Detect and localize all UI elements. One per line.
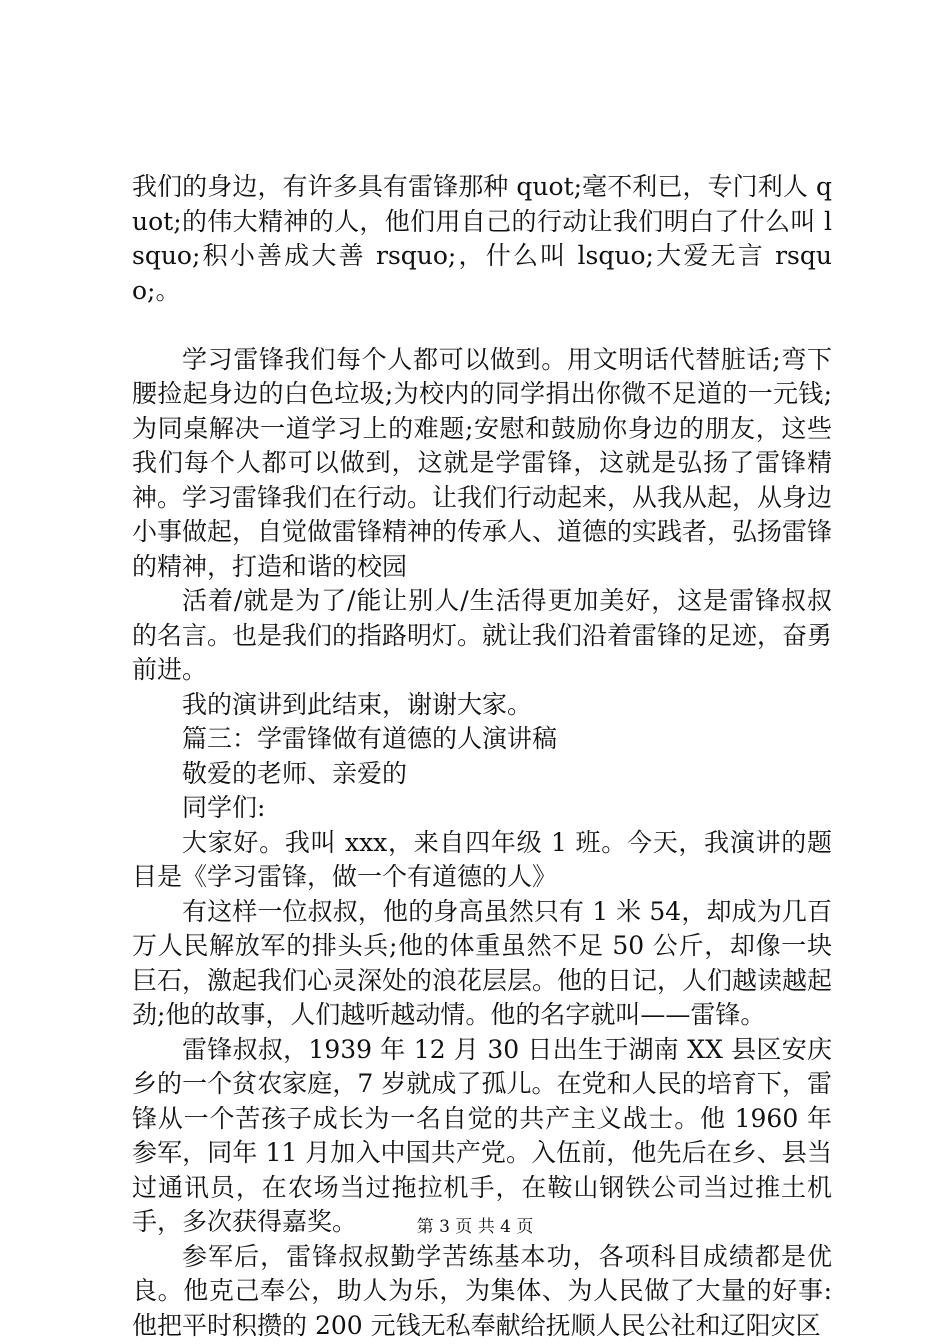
- paragraph-3: 活着/就是为了/能让别人/生活得更加美好，这是雷锋叔叔的名言。也是我们的指路明灯。就让我们沿着雷锋的足迹，奋勇前进。: [132, 586, 833, 684]
- paragraph-gap: [132, 308, 832, 343]
- paragraph-11: 参军后，雷锋叔叔勤学苦练基本功，各项科目成绩都是优良。他克己奉公，助人为乐，为集体、为人民做了大量的好事:他把平时积攒的 200 元钱无私奉献给抚顺人民公社和辽阳灾区: [132, 1241, 832, 1340]
- paragraph-2: 学习雷锋我们每个人都可以做到。用文明话代替脏话;弯下腰捡起身边的白色垃圾;为校内的同学捐出你微不足道的一元钱;为同桌解决一道学习上的难题;安慰和鼓励你身边的朋友，这些我们每个人都可以做到，这就是学雷锋，这就是弘扬了雷锋精神。学习雷锋我们在行动。让我们行动起来，从我从起，从身边小事做起，自觉做雷锋精神的传承人、道德的实践者，弘扬雷锋的精神，打造和谐的校园: [132, 344, 833, 581]
- paragraph-9: 有这样一位叔叔，他的身高虽然只有 1 米 54，却成为几百万人民解放军的排头兵;他的体重虽然不足 50 公斤，却像一块巨石，激起我们心灵深处的浪花层层。他的日记，人们越读越起劲;他的故事，人们越听越动情。他的名字就叫——雷锋。: [132, 896, 833, 1029]
- paragraph-4: 我的演讲到此结束，谢谢大家。: [182, 689, 533, 719]
- paragraph-10: 雷锋叔叔，1939 年 12 月 30 日出生于湖南 XX 县区安庆乡的一个贫农家庭，7 岁就成了孤儿。在党和人民的培育下，雷锋从一个苦孩子成长为一名自觉的共产主义战士。他 1960 年参军，同年 11 月加入中国共产党。入伍前，他先后在乡、县当过通讯员，在农场当过拖拉机手，在鞍山钢铁公司当过推土机手，多次获得嘉奖。: [132, 1034, 832, 1236]
- section-heading: 篇三：学雷锋做有道德的人演讲稿: [182, 724, 558, 753]
- salutation-line-2: 同学们:: [182, 793, 266, 822]
- page-number-footer: 第 3 页 共 4 页: [416, 1217, 534, 1237]
- document-body: [132, 170, 832, 1343]
- salutation-line-1: 敬爱的老师、亲爱的: [182, 758, 408, 788]
- paragraph-1: 我们的身边，有许多具有雷锋那种 quot;毫不利已，专门利人 quot;的伟大精神的人，他们用自己的行动让我们明白了什么叫 lsquo;积小善成大善 rsquo;，什么叫 lsquo;大爱无言 rsquo;。: [132, 172, 832, 305]
- paragraph-8: 大家好。我叫 xxx，来自四年级 1 班。今天，我演讲的题目是《学习雷锋，做一个有道德的人》: [132, 827, 832, 891]
